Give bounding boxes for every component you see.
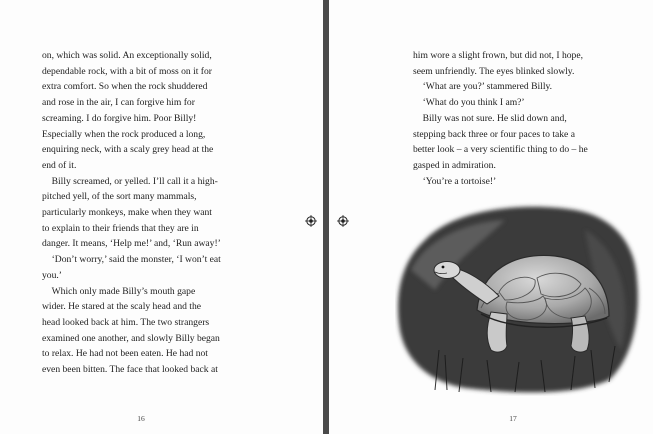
text-line: extra comfort. So when the rock shuddered <box>42 81 208 93</box>
crosshair-registration-icon <box>337 215 349 227</box>
text-line: stepping back three or four paces to take a <box>413 128 575 140</box>
text-line: seem unfriendly. The eyes blinked slowly. <box>413 65 575 77</box>
text-line: better look – a very scientific thing to do – he <box>413 144 588 156</box>
left-page-text <box>42 48 221 378</box>
text-line: you.’ <box>42 269 62 281</box>
crosshair-registration-icon <box>305 215 317 227</box>
right-page <box>329 0 653 434</box>
text-line: to explain to their friends that they are in <box>42 222 199 234</box>
text-line: examined one another, and slowly Billy began <box>42 332 220 344</box>
text-line: Which only made Billy’s mouth gape <box>42 285 196 297</box>
text-line: Billy was not sure. He slid down and, <box>413 112 567 124</box>
text-line: Billy screamed, or yelled. I’ll call it a high- <box>42 175 218 187</box>
text-line: Especially when the rock produced a long, <box>42 128 206 140</box>
left-page <box>0 0 324 434</box>
text-line: wider. He stared at the scaly head and the <box>42 301 202 313</box>
text-line: ‘Don’t worry,’ said the monster, ‘I won’t eat <box>42 254 221 266</box>
text-line: ‘What do you think I am?’ <box>413 97 525 109</box>
text-line: him wore a slight frown, but did not, I hope, <box>413 50 583 61</box>
right-page-text <box>413 48 588 189</box>
text-line: pitched yell, of the sort many mammals, <box>42 191 197 203</box>
text-line: enquiring neck, with a scaly grey head at the <box>42 144 214 156</box>
text-line: gasped in admiration. <box>413 159 496 171</box>
text-line: particularly monkeys, make when they want <box>42 207 212 219</box>
text-line: even been bitten. The face that looked back at <box>42 364 218 376</box>
text-line: head looked back at him. The two strangers <box>42 316 210 328</box>
text-line: screaming. I do forgive him. Poor Billy! <box>42 112 197 124</box>
tortoise-illustration <box>395 200 643 396</box>
text-line: ‘What are you?’ stammered Billy. <box>413 81 553 93</box>
text-line: ‘You’re a tortoise!’ <box>413 175 497 187</box>
page-number-left: 16 <box>137 414 145 423</box>
text-line: dependable rock, with a bit of moss on it for <box>42 65 212 77</box>
page-number-right: 17 <box>509 414 517 423</box>
text-line: and rose in the air, I can forgive him for <box>42 97 195 109</box>
text-line: end of it. <box>42 159 77 171</box>
text-line: on, which was solid. An exceptionally solid, <box>42 50 212 61</box>
text-line: danger. It means, ‘Help me!’ and, ‘Run away!’ <box>42 238 221 250</box>
text-line: to relax. He had not been eaten. He had not <box>42 348 208 360</box>
